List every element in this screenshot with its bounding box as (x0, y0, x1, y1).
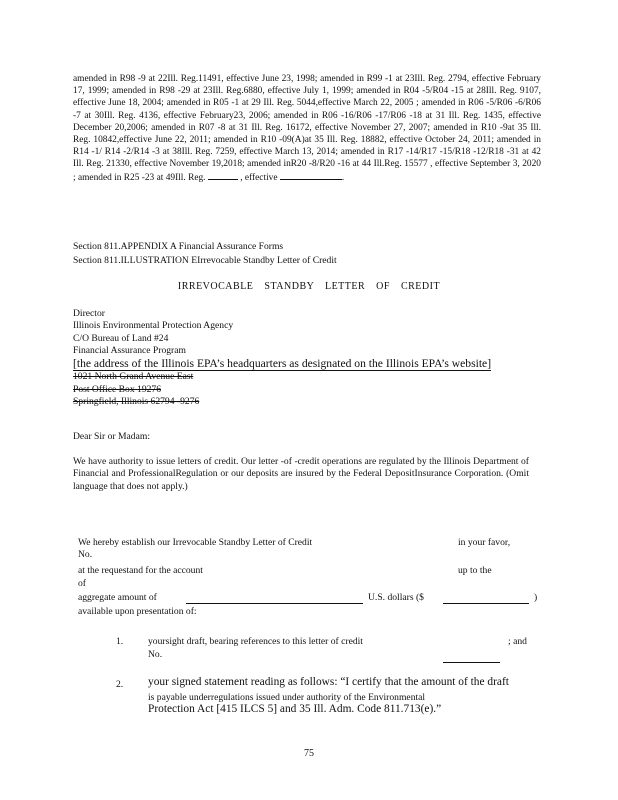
item-text: your signed statement reading as follows: “I certify that the amount of the draft (148, 676, 509, 688)
effective-blank (280, 171, 342, 180)
close-paren: ) (534, 592, 538, 603)
amount-dollars-blank (443, 603, 529, 604)
item-text: Protection Act [415 ILCS 5] and 35 Ill. Adm. Code 811.713(e).” (148, 703, 442, 715)
item-number: 1. (116, 636, 124, 647)
item-number: 2. (116, 679, 124, 690)
section-illustration: Section 811.ILLUSTRATION EIrrevocable Standby Letter of Credit (73, 255, 337, 266)
letter-title: IRREVOCABLE STANDBY LETTER OF CREDIT (177, 281, 441, 292)
addressee-line: Illinois Environmental Protection Agency (73, 320, 234, 332)
deleted-address-line: Post Office Box 19276 (73, 383, 162, 395)
of-label: of (78, 578, 86, 589)
item-text: is payable underregulations issued under authority of the Environmental (148, 692, 426, 703)
amount-words-blank (186, 603, 363, 604)
item-no-label: No. (148, 649, 163, 660)
history-text: amended in R98 -9 at 22Ill. Reg.11491, effective June 23, 1998; amended in R99 -1 at 23Ill. Reg. 2794, effective February 17, 1999; amended in R98 -29 at 23Ill. Reg.6880, effective July 1, 1999; amended in R04 -5/R04 -15 at 28Ill. Reg. 9107, effective June 18, 2004; amended in R05 -1 at 29 Ill. Reg. 5044,effective March 22, 2005 ; amended in R06 -5/R06 -6/R06 -7 at 30Ill. Reg. 4136, effective February23, 2006; amended in R06 -16/R06 -17/R06 -18 at 31 Ill. Reg. 1435, effective December 20,2006; amended in R07 -8 at 31 Ill. Reg. 16172, effective November 27, 2007; amended in R10 -9at 35 Ill. Reg. 10842,effective June 22, 2011; amended in R10 -09(A)at 35 Ill. Reg. 18882, effective October 24, 2011; amended in R14 -1/ R14 -2/R14 -3 at 38Ill. Reg. 7259, effective March 13, 2014; amended in R17 -14/R17 -15/R18 -12/R18 -31 at 42 Ill. Reg. 21330, effective November 19,2018; amended inR20 -8/R20 -16 at 44 Ill.Reg. 15577 , effective September 3, 2020 ; amended in R25 -23 at 49Ill. Reg. (73, 74, 541, 183)
inserted-address: [the address of the Illinois EPA’s headquarters as designated on the Illinois EPA’s website] (73, 357, 492, 371)
salutation: Dear Sir or Madam: (73, 431, 150, 442)
addressee-block (73, 308, 491, 408)
section-appendix: Section 811.APPENDIX A Financial Assurance Forms (73, 241, 284, 252)
page-number: 75 (304, 748, 314, 759)
letter-no-label: No. (78, 549, 93, 560)
history-tail: , effective (240, 172, 278, 183)
letter-number-blank (443, 662, 500, 663)
addressee-line: C/O Bureau of Land #24 (73, 332, 169, 344)
deleted-address-line: 1021 North Grand Avenue East (73, 371, 194, 383)
item-and: ; and (508, 636, 527, 647)
account-line: at the requestand for the account (78, 565, 203, 576)
authority-paragraph: We have authority to issue letters of credit. Our letter -of -credit operations are regulated by the Illinois Department of Financial and ProfessionalRegulation or our deposits are insured by the Federal DepositInsurance Corporation. (Omit language that does not apply.) (73, 456, 529, 492)
available-line: available upon presentation of: (78, 606, 197, 617)
aggregate-label: aggregate amount of (78, 592, 157, 603)
addressee-line: Director (73, 308, 105, 319)
amendment-history: amended in R98 -9 at 22Ill. Reg.11491, effective June 23, 1998; amended in R99 -1 at 23Ill. Reg. 2794, effective February 17, 1999; amended in R98 -29 at 23Ill. Reg.6880, effective July 1, 1999; amended in R04 -5/R04 -15 at 28Ill. Reg. 9107, effective June 18, 2004; amended in R05 -1 at 29 Ill. Reg. 5044,effective March 22, 2005 ; amended in R06 -5/R06 -6/R06 -7 at 30Ill. Reg. 4136, effective February23, 2006; amended in R06 -16/R06 -17/R06 -18 at 31 Ill. Reg. 1435, effective December 20,2006; amended in R07 -8 at 31 Ill. Reg. 16172, effective November 27, 2007; amended in R10 -9at 35 Ill. Reg. 10842,effective June 22, 2011; amended in R10 -09(A)at 35 Ill. Reg. 18882, effective October 24, 2011; amended in R14 -1/ R14 -2/R14 -3 at 38Ill. Reg. 7259, effective March 13, 2014; amended in R17 -14/R17 -15/R18 -12/R18 -31 at 42 Ill. Reg. 21330, effective November 19,2018; amended inR20 -8/R20 -16 at 44 Ill.Reg. 15577 , effective September 3, 2020 ; amended in R25 -23 at 49Ill. Reg. , effective . (73, 74, 541, 183)
establish-line: We hereby establish our Irrevocable Standby Letter of Credit (78, 537, 313, 548)
reg-blank (208, 171, 238, 180)
usd-label: U.S. dollars ($ (368, 592, 424, 603)
upto-text: up to the (458, 565, 492, 576)
deleted-address-line: Springfield, Illinois 62794 -9276 (73, 396, 200, 408)
favor-text: in your favor, (458, 537, 511, 548)
item-text: yoursight draft, bearing references to this letter of credit (148, 636, 363, 647)
addressee-line: Financial Assurance Program (73, 344, 186, 356)
